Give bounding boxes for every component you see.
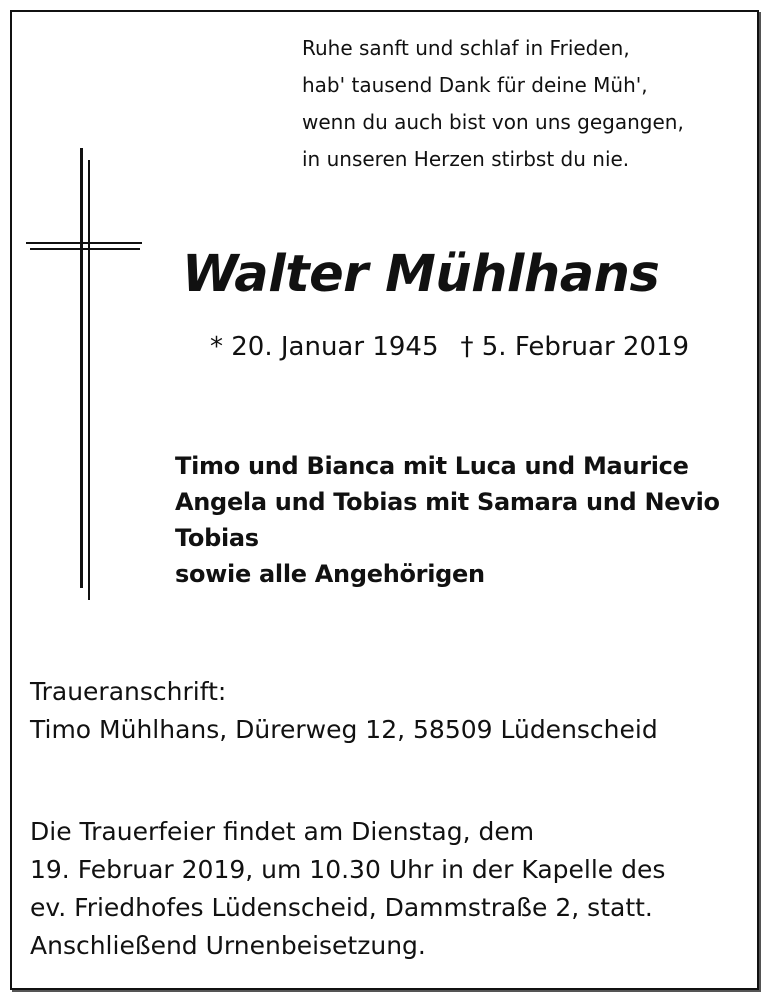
ceremony-line: Die Trauerfeier findet am Dienstag, dem [30, 817, 535, 846]
family-line: sowie alle Angehörigen [175, 560, 485, 588]
ceremony-line: ev. Friedhofes Lüdenscheid, Dammstraße 2, statt. [30, 893, 653, 922]
cross-vertical-bar-shadow [88, 160, 90, 600]
cross-horizontal-bar-shadow [30, 248, 140, 250]
poem-line: wenn du auch bist von uns gegangen, [302, 110, 684, 134]
family-line: Angela und Tobias mit Samara und Nevio [175, 488, 720, 516]
life-dates [210, 332, 730, 362]
poem-line: Ruhe sanft und schlaf in Frieden, [302, 36, 630, 60]
death-date: † 5. Februar 2019 [460, 332, 690, 362]
ceremony-line: 19. Februar 2019, um 10.30 Uhr in der Kapelle des [30, 855, 666, 884]
deceased-name: Walter Mühlhans [182, 245, 660, 304]
family-line: Timo und Bianca mit Luca und Maurice [175, 452, 689, 480]
address-label: Traueranschrift: [30, 677, 227, 706]
cross-horizontal-bar [26, 242, 142, 244]
ceremony-info [30, 813, 750, 965]
poem [302, 30, 752, 178]
address-value: Timo Mühlhans, Dürerweg 12, 58509 Lüdenscheid [30, 715, 658, 744]
poem-line: in unseren Herzen stirbst du nie. [302, 147, 630, 171]
birth-date: * 20. Januar 1945 [210, 332, 439, 362]
ceremony-line: Anschließend Urnenbeisetzung. [30, 931, 426, 960]
family-line: Tobias [175, 524, 259, 552]
mourning-address [30, 673, 750, 749]
poem-line: hab' tausend Dank für deine Müh', [302, 73, 648, 97]
cross-vertical-bar [80, 148, 83, 588]
family-list [175, 448, 755, 592]
